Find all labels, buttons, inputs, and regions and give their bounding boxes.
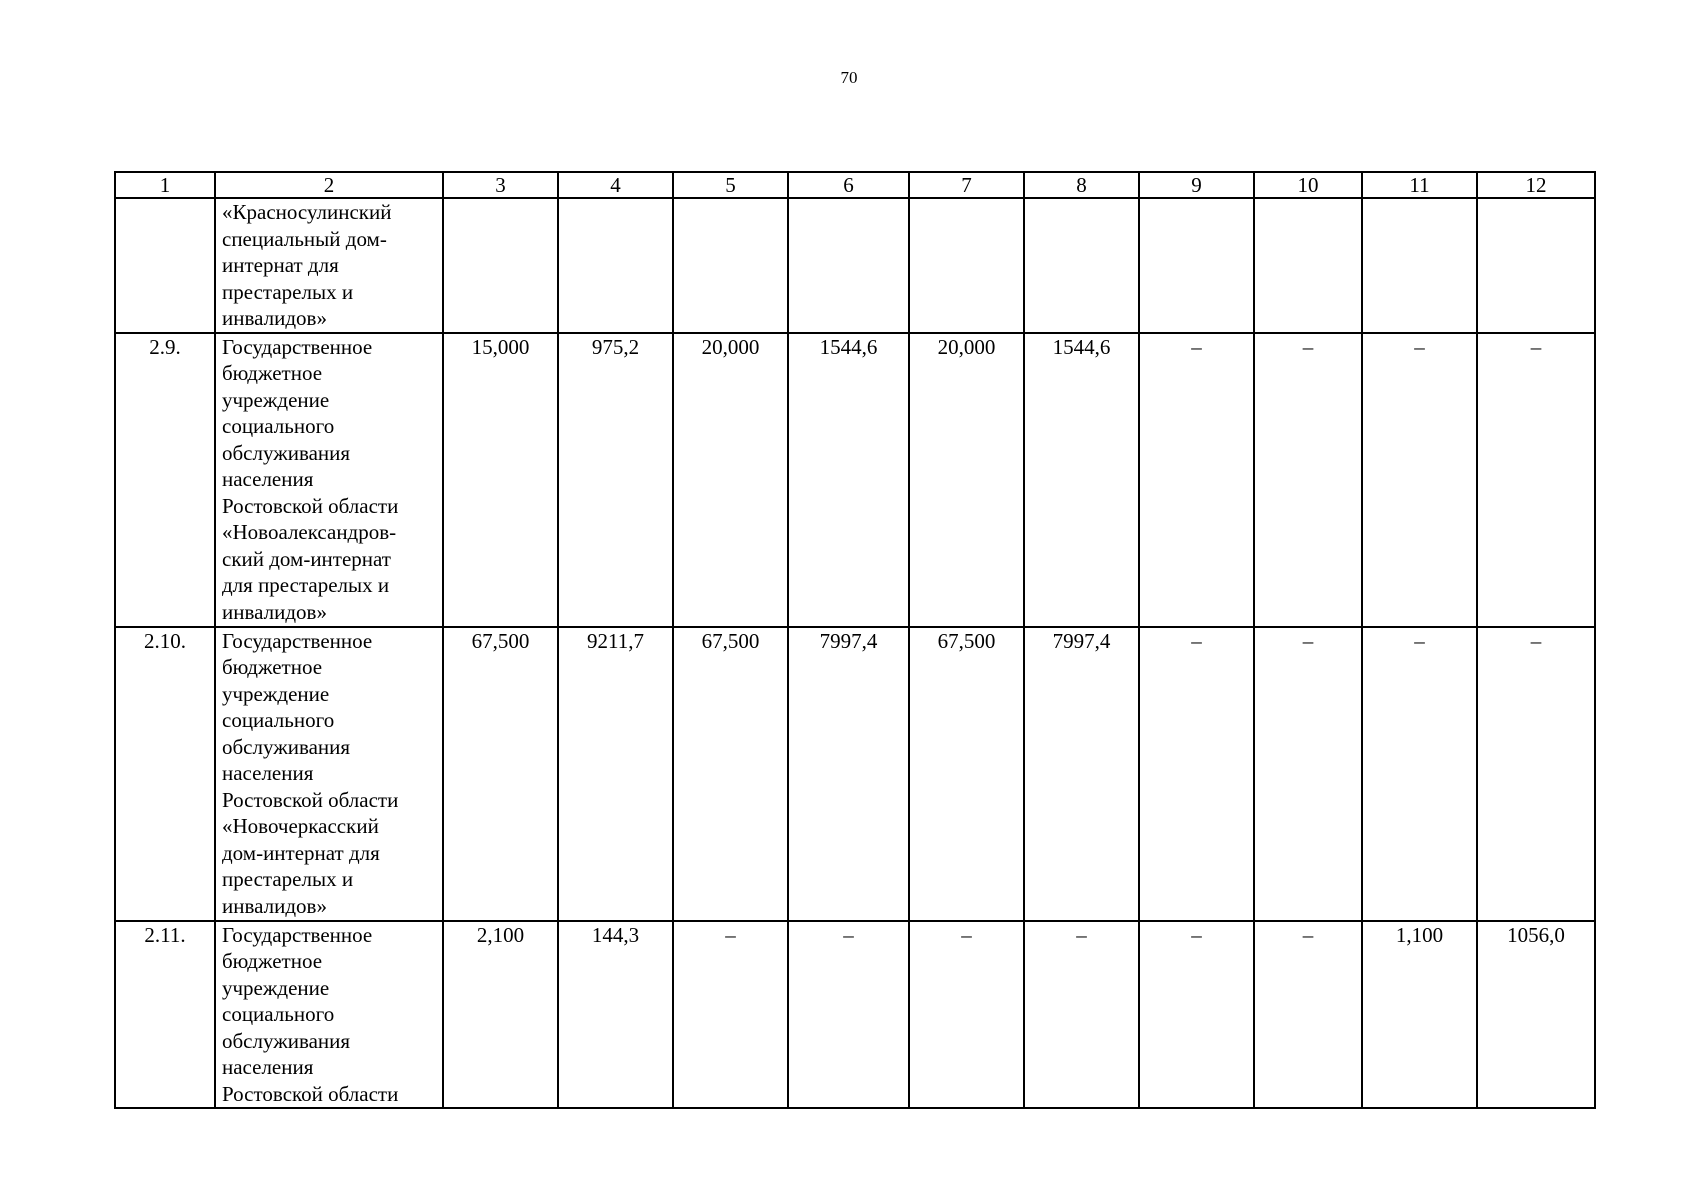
table-cell	[1254, 198, 1362, 333]
table-row	[115, 921, 1595, 1109]
table-cell: –	[1139, 921, 1254, 1109]
column-header: 11	[1362, 172, 1477, 198]
table-cell: 20,000	[673, 333, 788, 627]
organization-name: Государственное бюджетное учреждение социального обслуживания населения Ростовской области	[215, 921, 443, 1109]
organization-name: Государственное бюджетное учреждение социального обслуживания населения Ростовской области «Новочеркасский дом-интернат для престарелых и инвалидов»	[215, 627, 443, 921]
table-cell: 7997,4	[788, 627, 909, 921]
table-cell: –	[1362, 627, 1477, 921]
table-row	[115, 198, 1595, 333]
column-header: 4	[558, 172, 673, 198]
table-cell: –	[1477, 627, 1595, 921]
table-cell: 144,3	[558, 921, 673, 1109]
table-row	[115, 333, 1595, 627]
column-header: 3	[443, 172, 558, 198]
data-table	[114, 171, 1596, 1109]
table-cell: –	[1254, 921, 1362, 1109]
table-cell: 1056,0	[1477, 921, 1595, 1109]
table-cell: 67,500	[909, 627, 1024, 921]
table-cell	[673, 198, 788, 333]
table-cell	[558, 198, 673, 333]
column-header: 9	[1139, 172, 1254, 198]
table-cell: –	[673, 921, 788, 1109]
table-cell: 7997,4	[1024, 627, 1139, 921]
organization-name: «Красносулинский специальный дом- интернат для престарелых и инвалидов»	[215, 198, 443, 333]
table-cell: 9211,7	[558, 627, 673, 921]
table-cell: 67,500	[443, 627, 558, 921]
table-cell: 15,000	[443, 333, 558, 627]
column-header: 8	[1024, 172, 1139, 198]
table-cell: 1544,6	[1024, 333, 1139, 627]
table-cell: –	[1024, 921, 1139, 1109]
table-cell: –	[1139, 627, 1254, 921]
table-cell	[443, 198, 558, 333]
column-header: 10	[1254, 172, 1362, 198]
table-row	[115, 627, 1595, 921]
column-header: 2	[215, 172, 443, 198]
table-cell: –	[788, 921, 909, 1109]
column-header: 7	[909, 172, 1024, 198]
table-cell	[1362, 198, 1477, 333]
column-header: 12	[1477, 172, 1595, 198]
table-cell: –	[1477, 333, 1595, 627]
table-cell	[1477, 198, 1595, 333]
table-cell	[909, 198, 1024, 333]
row-number: 2.9.	[115, 333, 215, 627]
table-cell: –	[1362, 333, 1477, 627]
table-cell: 1544,6	[788, 333, 909, 627]
table-cell: –	[1254, 627, 1362, 921]
column-header: 5	[673, 172, 788, 198]
table-cell: 67,500	[673, 627, 788, 921]
table-cell: 2,100	[443, 921, 558, 1109]
page-number: 70	[840, 68, 858, 87]
table-cell: 20,000	[909, 333, 1024, 627]
row-number: 2.11.	[115, 921, 215, 1109]
table-cell: 975,2	[558, 333, 673, 627]
table-cell: –	[909, 921, 1024, 1109]
column-header: 1	[115, 172, 215, 198]
row-number: 2.10.	[115, 627, 215, 921]
table-cell	[788, 198, 909, 333]
table-cell	[1139, 198, 1254, 333]
organization-name: Государственное бюджетное учреждение социального обслуживания населения Ростовской области «Новоалександров- ский дом-интернат для престарелых и инвалидов»	[215, 333, 443, 627]
table-cell: –	[1139, 333, 1254, 627]
table-header-row	[115, 172, 1595, 198]
table-cell: 1,100	[1362, 921, 1477, 1109]
table-cell: –	[1254, 333, 1362, 627]
table-cell	[1024, 198, 1139, 333]
row-number	[115, 198, 215, 333]
column-header: 6	[788, 172, 909, 198]
